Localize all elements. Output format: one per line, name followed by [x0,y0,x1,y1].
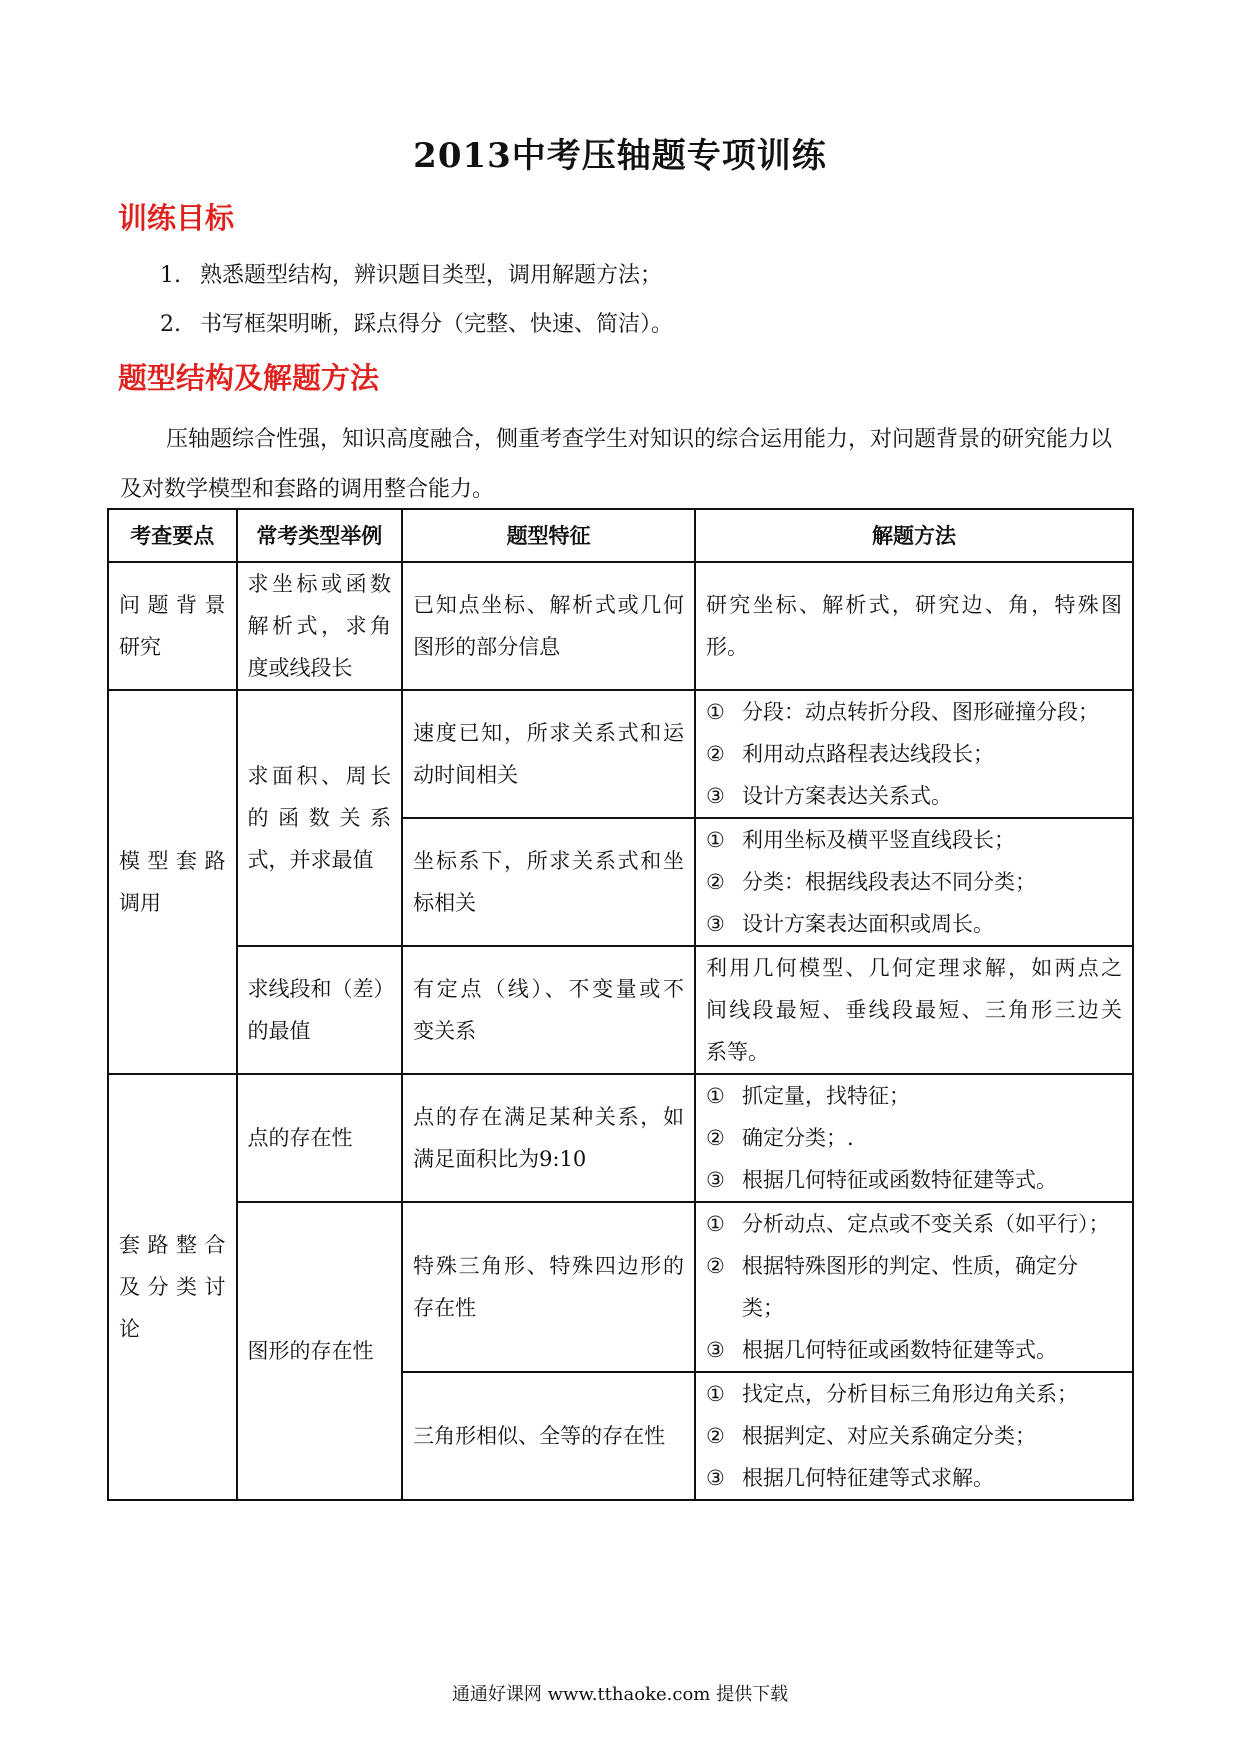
goal-item-2 [160,307,673,338]
cell-line: 点的存在满足某种关系，如 [413,1105,685,1129]
heading-goals: 训练目标 [118,201,235,235]
cell-line: 的函数关系 [247,806,392,830]
method-step: ① 抓定量，找特征； [706,1084,911,1108]
feature-cell: 三角形相似、全等的存在性 [402,1372,695,1500]
cell-line: 求线段和（差） [247,977,395,1001]
method-step: ① 分段：动点转折分段、图形碰撞分段； [706,700,1100,724]
method-cell [695,1202,1133,1372]
cell-line: 已知点坐标、解析式或几何 [413,593,685,617]
method-step: ② 利用动点路程表达线段长； [706,742,995,766]
cell-line: 动时间相关 [413,763,519,787]
table-row [108,1074,1133,1202]
method-cell [695,946,1133,1074]
cell-line: 的最值 [247,1019,311,1043]
method-step: ① 分析动点、定点或不变关系（如平行）； [706,1212,1110,1236]
method-step: ③ 根据几何特征建等式求解。 [706,1466,995,1490]
cell-line: 间线段最短、垂线段最短、三角形三边关 [706,998,1122,1022]
cell-line: 套路整合 [119,1233,226,1257]
header-cell: 考查要点 [108,509,237,562]
cell-line: 图形的部分信息 [413,635,561,659]
cell-line: 度或线段长 [247,656,353,680]
method-step: ② 根据特殊图形的判定、性质，确定分 [706,1254,1079,1278]
cell-line: 式，并求最值 [247,848,374,872]
feature-cell [402,1202,695,1372]
method-cell [695,1074,1133,1202]
feature-cell [402,946,695,1074]
point-cell [108,690,237,1074]
method-step: ① 利用坐标及横平竖直线段长； [706,828,1016,852]
cell-line: 标相关 [413,891,477,915]
feature-cell [402,1074,695,1202]
table-row [108,1202,1133,1372]
cell-line: 论 [119,1317,140,1341]
method-step: ② 根据判定、对应关系确定分类； [706,1424,1037,1448]
goal-text: 书写框架明晰，踩点得分（完整、快速、简洁）。 [200,312,674,337]
goal-number: 1. [160,263,181,288]
type-cell: 点的存在性 [237,1074,403,1202]
cell-line: 研究 [119,635,161,659]
header-cell: 解题方法 [695,509,1133,562]
cell-line: 研究坐标、解析式，研究边、角，特殊图 [706,593,1122,617]
cell-line: 调用 [119,891,161,915]
cell-line: 系等。 [706,1040,770,1064]
cell-line: 利用几何模型、几何定理求解，如两点之 [706,956,1122,980]
header-cell: 题型特征 [402,509,695,562]
feature-cell [402,690,695,818]
table-row [108,946,1133,1074]
method-cell [695,818,1133,946]
method-step: ③ 根据几何特征或函数特征建等式。 [706,1338,1058,1362]
method-cell [695,562,1133,690]
cell-line: 形。 [706,635,749,659]
method-step: ② 确定分类；. [706,1126,854,1150]
cell-line: 坐标系下，所求关系式和坐 [413,849,685,873]
cell-line: 求坐标或函数 [247,572,392,596]
cell-line: 问题背景 [119,593,226,617]
feature-cell [402,562,695,690]
page-footer: 通通好课网 www.tthaoke.com 提供下载 [451,1684,789,1705]
cell-line: 有定点（线）、不变量或不 [413,977,685,1001]
page-title: 2013中考压轴题专项训练 [413,136,827,176]
method-step: ① 找定点，分析目标三角形边角关系； [706,1382,1079,1406]
cell-line: 模型套路 [119,849,226,873]
type-cell [237,690,403,946]
heading-structure: 题型结构及解题方法 [118,361,380,395]
header-cell: 常考类型举例 [237,509,403,562]
goal-item-1 [160,258,662,289]
intro-paragraph: 压轴题综合性强，知识高度融合，侧重考查学生对知识的综合运用能力，对问题背景的研究能力以及对数学模型和套路的调用整合能力。 [120,427,1113,502]
goal-number: 2. [160,312,181,337]
method-cell [695,690,1133,818]
cell-line: 变关系 [413,1019,477,1043]
type-cell [237,946,403,1074]
point-cell [108,1074,237,1500]
goal-text: 熟悉题型结构，辨识题目类型，调用解题方法； [200,263,663,288]
cell-line: 存在性 [413,1296,477,1320]
cell-line: 及分类讨 [119,1275,226,1299]
cell-line: 特殊三角形、特殊四边形的 [413,1254,685,1278]
type-cell [237,562,403,690]
method-step: ③ 根据几何特征或函数特征建等式。 [706,1168,1058,1192]
point-cell [108,562,237,690]
method-step: ③ 设计方案表达面积或周长。 [706,912,995,936]
method-table [107,508,1134,1501]
cell-line: 解析式，求角 [247,614,392,638]
table-header-row [108,509,1133,562]
cell-line: 满足面积比为9:10 [413,1147,587,1171]
table-row [108,690,1133,818]
table-row [108,562,1133,690]
method-step: ③ 设计方案表达关系式。 [706,784,953,808]
method-step: 类； [742,1296,785,1320]
type-cell: 图形的存在性 [237,1202,403,1500]
method-step: ② 分类：根据线段表达不同分类； [706,870,1037,894]
method-cell [695,1372,1133,1500]
cell-line: 速度已知，所求关系式和运 [413,721,685,745]
cell-line: 求面积、周长 [247,764,392,788]
feature-cell [402,818,695,946]
